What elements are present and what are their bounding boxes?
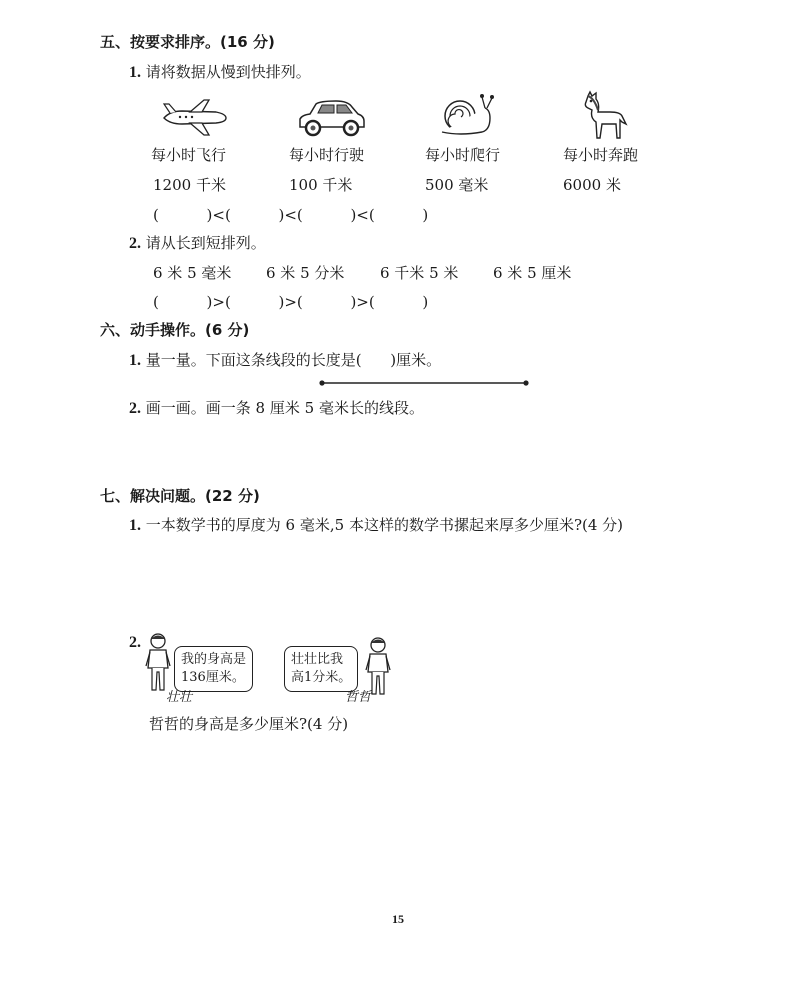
question-number: 2.	[129, 235, 141, 252]
question-6-1	[129, 350, 441, 371]
page-number: 15	[392, 912, 404, 926]
item-value: 6000 米	[563, 176, 621, 194]
question-text: 一本数学书的厚度为 6 毫米,5 本这样的数学书摞起来厚多少厘米?(4 分)	[145, 516, 624, 534]
question-6-2	[129, 398, 424, 419]
airplane-icon	[160, 98, 230, 138]
order-answer-blanks[interactable]: ( )>( )>( )>( )	[153, 293, 429, 311]
question-number: 2.	[129, 400, 141, 417]
question-text[interactable]: 量一量。下面这条线段的长度是( )厘米。	[145, 351, 442, 369]
item-value: 500 毫米	[425, 176, 489, 194]
boy-zhuangzhuang-figure	[144, 632, 172, 694]
section-6-title: 六、动手操作。(6 分)	[100, 321, 250, 339]
question-text: 画一画。画一条 8 厘米 5 毫米长的线段。	[145, 399, 424, 417]
question-text: 请从长到短排列。	[145, 234, 266, 252]
name-label-right: 哲哲	[345, 690, 372, 705]
order-answer-blanks[interactable]: ( )<( )<( )<( )	[153, 206, 429, 224]
length-item: 6 千米 5 米	[380, 264, 459, 282]
length-item: 6 米 5 厘米	[493, 264, 572, 282]
question-7-2	[129, 632, 141, 653]
question-number: 1.	[129, 352, 141, 369]
item-label: 每小时飞行	[151, 146, 227, 164]
length-item: 6 米 5 毫米	[153, 264, 232, 282]
question-number: 2.	[129, 634, 141, 651]
snail-icon	[440, 92, 500, 138]
question-number: 1.	[129, 64, 141, 81]
section-7-title: 七、解决问题。(22 分)	[100, 487, 260, 505]
question-7-1	[129, 515, 623, 536]
item-label: 每小时行驶	[289, 146, 365, 164]
question-5-1	[129, 62, 311, 83]
question-5-2	[129, 233, 266, 254]
length-item: 6 米 5 分米	[266, 264, 345, 282]
speech-bubble-right: 壮壮比我 高1分米。	[284, 646, 358, 692]
question-text: 请将数据从慢到快排列。	[145, 63, 311, 81]
name-label-left: 壮壮	[166, 690, 193, 705]
item-label: 每小时奔跑	[563, 146, 639, 164]
item-label: 每小时爬行	[425, 146, 501, 164]
horse-icon	[580, 90, 630, 142]
speech-bubble-left: 我的身高是 136厘米。	[174, 646, 253, 692]
question-7-2-text: 哲哲的身高是多少厘米?(4 分)	[149, 715, 349, 733]
item-value: 1200 千米	[153, 176, 226, 194]
question-number: 1.	[129, 517, 141, 534]
item-value: 100 千米	[289, 176, 353, 194]
line-segment	[318, 378, 532, 388]
car-icon	[296, 97, 366, 139]
section-5-title: 五、按要求排序。(16 分)	[100, 33, 275, 51]
